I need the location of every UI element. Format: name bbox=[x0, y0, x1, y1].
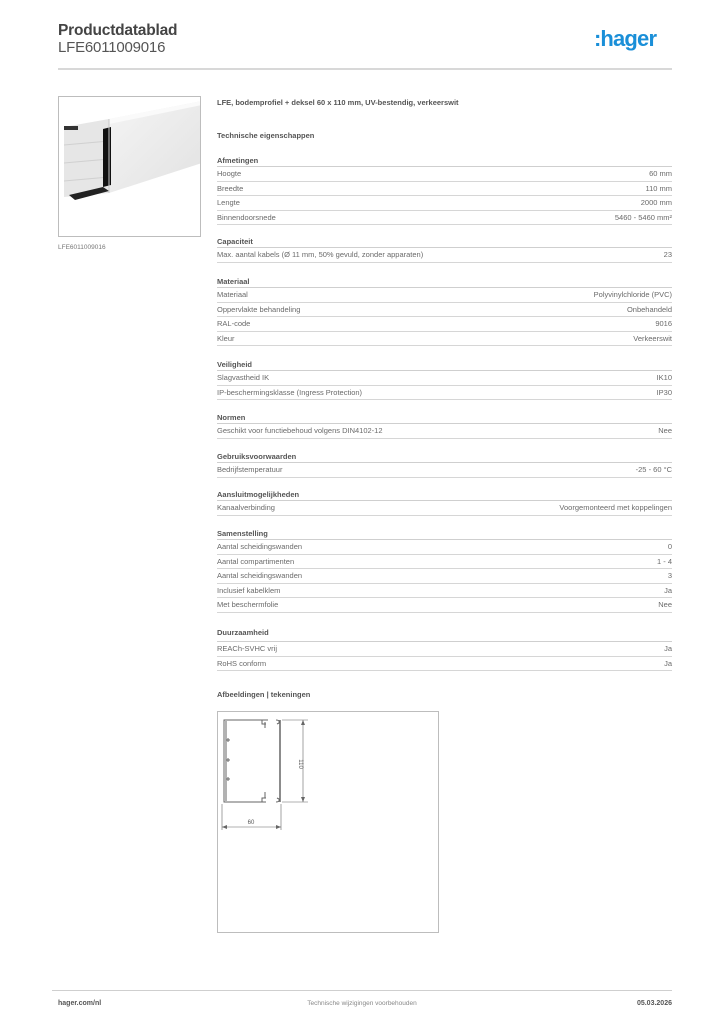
row-label: Inclusief kabelklem bbox=[217, 585, 281, 595]
product-image bbox=[58, 96, 201, 237]
product-description: LFE, bodemprofiel + deksel 60 x 110 mm, UV-bestendig, verkeerswit bbox=[217, 98, 459, 107]
header-divider bbox=[58, 68, 672, 70]
table-row bbox=[217, 248, 672, 263]
image-caption: LFE6011009016 bbox=[58, 244, 106, 251]
table-row bbox=[217, 540, 672, 555]
table-row bbox=[217, 182, 672, 197]
section-title: Capaciteit bbox=[217, 236, 672, 248]
table-row bbox=[217, 598, 672, 613]
row-label: Lengte bbox=[217, 198, 240, 208]
row-label: Hoogte bbox=[217, 169, 242, 178]
row-label: Binnendoorsnede bbox=[217, 212, 276, 222]
row-value: 5460 - 5460 mm² bbox=[614, 212, 672, 222]
row-label: Breedte bbox=[217, 183, 244, 193]
row-value: Ja bbox=[664, 644, 672, 653]
table-row bbox=[217, 332, 672, 347]
section-title: Materiaal bbox=[217, 276, 672, 288]
section-title: Gebruiksvoorwaarden bbox=[217, 451, 672, 463]
width-dimension-label: 60 bbox=[247, 820, 255, 826]
row-value: Polyvinylchloride (PVC) bbox=[593, 290, 672, 299]
drawings-heading: Afbeeldingen | tekeningen bbox=[217, 690, 311, 699]
row-label: Met beschermfolie bbox=[217, 600, 279, 610]
page-title: Productdatablad bbox=[58, 22, 178, 39]
row-value: IK10 bbox=[656, 373, 672, 382]
table-row bbox=[217, 569, 672, 584]
table-row bbox=[217, 211, 672, 226]
table-row bbox=[217, 303, 672, 318]
table-row bbox=[217, 463, 672, 478]
row-value: 3 bbox=[667, 571, 672, 581]
section-duurzaamheid bbox=[217, 627, 672, 671]
product-code: LFE6011009016 bbox=[58, 39, 166, 56]
table-row bbox=[217, 642, 672, 657]
footer-date: 05.03.2026 bbox=[636, 1000, 672, 1007]
footer-website-link[interactable]: hager.com/nl bbox=[58, 1000, 102, 1007]
technical-drawing bbox=[217, 711, 439, 933]
row-label: Aantal scheidingswanden bbox=[217, 542, 303, 551]
table-row bbox=[217, 317, 672, 332]
section-materiaal bbox=[217, 276, 672, 346]
technical-properties-heading: Technische eigenschappen bbox=[217, 131, 315, 140]
table-row bbox=[217, 167, 672, 182]
row-value: -25 - 60 °C bbox=[635, 465, 672, 474]
hager-logo: :hager bbox=[594, 26, 657, 51]
row-label: RoHS conform bbox=[217, 658, 267, 668]
row-value: 60 mm bbox=[649, 169, 672, 178]
row-value: 1 - 4 bbox=[656, 556, 672, 566]
row-label: Materiaal bbox=[217, 290, 248, 299]
row-value: Nee bbox=[658, 600, 672, 610]
section-title: Duurzaamheid bbox=[217, 627, 672, 642]
section-normen bbox=[217, 412, 672, 439]
table-row bbox=[217, 657, 672, 672]
row-label: Aantal scheidingswanden bbox=[217, 571, 303, 581]
footer-divider bbox=[52, 990, 672, 991]
section-aansluitmogelijkheden bbox=[217, 489, 672, 516]
row-value: Ja bbox=[664, 658, 672, 668]
row-value: Ja bbox=[664, 585, 672, 595]
section-samenstelling bbox=[217, 528, 672, 613]
cable-duct-illustration bbox=[59, 97, 201, 237]
section-capaciteit bbox=[217, 236, 672, 263]
row-value: Voorgemonteerd met koppelingen bbox=[559, 503, 672, 512]
row-label: Kleur bbox=[217, 333, 235, 343]
row-label: Max. aantal kabels (Ø 11 mm, 50% gevuld, zonder apparaten) bbox=[217, 250, 424, 259]
table-row bbox=[217, 501, 672, 516]
section-title: Veiligheid bbox=[217, 359, 672, 371]
footer-disclaimer: Technische wijzigingen voorbehouden bbox=[307, 1000, 417, 1007]
row-value: IP30 bbox=[656, 387, 672, 397]
section-afmetingen bbox=[217, 155, 672, 225]
row-value: 9016 bbox=[655, 319, 672, 329]
row-value: 0 bbox=[667, 542, 672, 551]
row-label: Oppervlakte behandeling bbox=[217, 304, 301, 314]
section-title: Aansluitmogelijkheden bbox=[217, 489, 672, 501]
cross-section-drawing-icon bbox=[218, 712, 440, 934]
row-value: 2000 mm bbox=[640, 198, 672, 208]
table-row bbox=[217, 371, 672, 386]
row-value: Verkeerswit bbox=[633, 333, 672, 343]
table-row bbox=[217, 196, 672, 211]
table-row bbox=[217, 424, 672, 439]
row-value: Nee bbox=[658, 426, 672, 435]
section-title: Normen bbox=[217, 412, 672, 424]
row-value: 23 bbox=[663, 250, 672, 259]
row-value: 110 mm bbox=[645, 183, 672, 193]
section-title: Samenstelling bbox=[217, 528, 672, 540]
row-label: Kanaalverbinding bbox=[217, 503, 275, 512]
row-label: RAL-code bbox=[217, 319, 251, 329]
row-label: Slagvastheid IK bbox=[217, 373, 270, 382]
row-label: Bedrijfstemperatuur bbox=[217, 465, 283, 474]
section-veiligheid bbox=[217, 359, 672, 400]
table-row bbox=[217, 288, 672, 303]
section-gebruiksvoorwaarden bbox=[217, 451, 672, 478]
height-dimension-label: 110 bbox=[297, 759, 303, 769]
table-row bbox=[217, 555, 672, 570]
section-title: Afmetingen bbox=[217, 155, 672, 167]
table-row bbox=[217, 386, 672, 401]
row-label: Geschikt voor functiebehoud volgens DIN4102-12 bbox=[217, 426, 383, 435]
table-row bbox=[217, 584, 672, 599]
row-label: REACh-SVHC vrij bbox=[217, 644, 278, 653]
row-label: Aantal compartimenten bbox=[217, 556, 295, 566]
row-label: IP-beschermingsklasse (Ingress Protection) bbox=[217, 387, 363, 397]
row-value: Onbehandeld bbox=[626, 304, 672, 314]
